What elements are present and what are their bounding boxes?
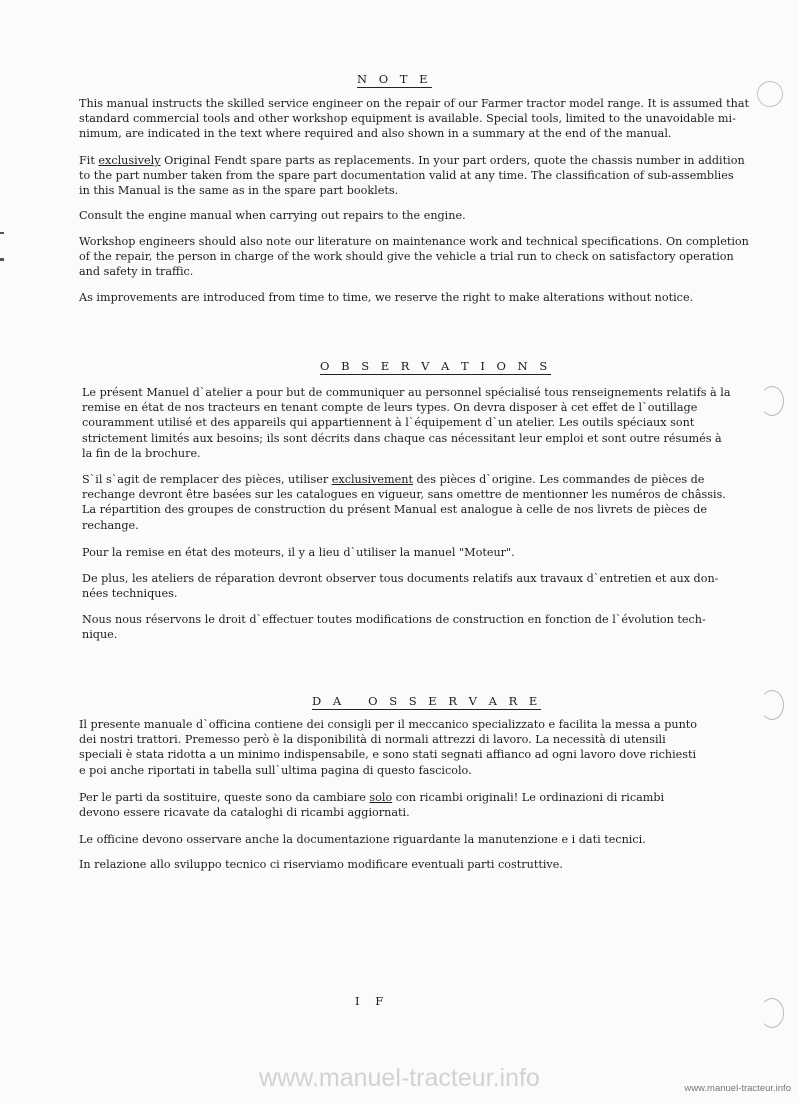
emphasis-solo: solo [369, 791, 393, 804]
binder-mark [0, 232, 4, 234]
watermark-center: www.manuel-tracteur.info [259, 1064, 540, 1092]
note-title: N O T E [357, 72, 432, 86]
emphasis-exclusivement: exclusivement [331, 473, 413, 486]
watermark-right: www.manuel-tracteur.info [684, 1083, 791, 1094]
observations-paragraph-5: Nous nous réservons le droit d`effectuer toutes modifications de construction en fonction de l`évolution tech- nique. [82, 613, 706, 642]
binder-mark [0, 258, 4, 261]
daosservare-paragraph-3: Le officine devono osservare anche la documentazione riguardante la manutenzione e i dati tecnici. [79, 833, 646, 846]
observations-paragraph-2: S`il s`agit de remplacer des pièces, utiliser exclusivement des pièces d`origine. Les commandes de pièces de rechange devront être basées sur les catalogues en vigueur, sans omettre de mentionner les numéros de châssis. La répartition des groupes de construction du présent Manual est analogue à celle de nos livrets de pièces de rechange. [82, 473, 726, 532]
punch-hole-mark [760, 690, 784, 720]
page-number: I F [355, 994, 390, 1008]
observations-title: O B S E R V A T I O N S [320, 359, 552, 373]
punch-hole-mark [760, 998, 784, 1028]
observations-paragraph-3: Pour la remise en état des moteurs, il y a lieu d`utiliser la manuel "Moteur". [82, 546, 515, 559]
daosservare-paragraph-4: In relazione allo sviluppo tecnico ci riserviamo modificare eventuali parti costruttive. [79, 858, 563, 871]
note-paragraph-5: As improvements are introduced from time to time, we reserve the right to make alterations without notice. [79, 291, 694, 304]
punch-hole-mark [757, 81, 783, 107]
daosservare-paragraph-2: Per le parti da sostituire, queste sono da cambiare solo con ricambi originali! Le ordinazioni di ricambi devono essere ricavate da cataloghi di ricambi aggiornati. [79, 791, 665, 820]
observations-paragraph-1: Le présent Manuel d`atelier a pour but de communiquer au personnel spécialisé tous renseignements relatifs à la remise en état de nos tracteurs en tenant compte de leurs types. On devra disposer à cet effet de l`outillage couramment utilisé et des appareils qui appartiennent à l`équipement d`un atelier. Les outils spéciaux sont strictement limités aux besoins; ils sont décrits dans chaque cas nécessitant leur emploi et sont outre résumés à la fin de la brochure. [82, 386, 731, 460]
daosservare-paragraph-1: Il presente manuale d`officina contiene dei consigli per il meccanico specializzato e facilita la messa a punto dei nostri trattori. Premesso però è la disponibilità di normali attrezzi di lavoro. La necessità di utensili speciali è stata ridotta a un minimo indispensabile, e sono stati segnati affianco ad ogni lavoro dove richiesti e poi anche riportati in tabella sull`ultima pagina di questo fascicolo. [79, 718, 698, 777]
note-paragraph-1: This manual instructs the skilled service engineer on the repair of our Farmer tractor model range. It is assumed that standard commercial tools and other workshop equipment is available. Special tools, limited to the unavoidable mi- nimum, are indicated in the text where required and also shown in a summary at the end of the manual. [79, 97, 750, 141]
note-paragraph-4: Workshop engineers should also note our literature on maintenance work and technical specifications. On completion of the repair, the person in charge of the work should give the vehicle a trial run to check on satisfactory operation and safety in traffic. [79, 235, 749, 279]
observations-paragraph-4: De plus, les ateliers de réparation devront observer tous documents relatifs aux travaux d`entretien et aux don- nées techniques. [82, 572, 719, 601]
note-paragraph-3: Consult the engine manual when carrying out repairs to the engine. [79, 209, 466, 222]
emphasis-exclusively: exclusively [98, 154, 161, 167]
note-paragraph-2: Fit exclusively Original Fendt spare parts as replacements. In your part orders, quote the chassis number in addition to the part number taken from the spare part documentation valid at any time. The classification of sub-assemblies in this Manual is the same as in the spare part booklets. [79, 154, 745, 198]
punch-hole-mark [760, 386, 784, 416]
daosservare-title: D A O S S E R V A R E [312, 694, 542, 708]
